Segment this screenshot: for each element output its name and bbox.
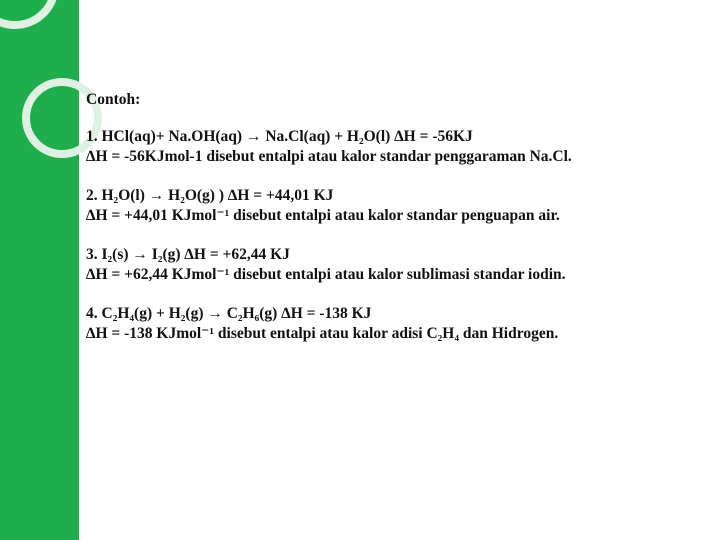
example-1 xyxy=(86,127,706,167)
slide-content xyxy=(86,90,706,363)
example-2-equation: 2. H₂O(l) → H₂O(g) ) ∆H = +44,01 KJ xyxy=(86,187,334,204)
example-4 xyxy=(86,304,706,344)
ring-large xyxy=(0,0,55,25)
example-2 xyxy=(86,186,706,226)
example-3 xyxy=(86,245,706,285)
example-1-explanation: ∆H = -56KJmol-1 disebut entalpi atau kalor standar penggaraman Na.Cl. xyxy=(86,148,572,165)
example-2-explanation: ∆H = +44,01 KJmol⁻¹ disebut entalpi atau kalor standar penguapan air. xyxy=(86,207,560,224)
example-4-explanation: ∆H = -138 KJmol⁻¹ disebut entalpi atau kalor adisi C₂H₄ dan Hidrogen. xyxy=(86,325,559,342)
slide-heading: Contoh: xyxy=(86,91,141,108)
example-3-equation: 3. I₂(s) → I₂(g) ∆H = +62,44 KJ xyxy=(86,246,290,263)
example-1-equation: 1. HCl(aq)+ Na.OH(aq) → Na.Cl(aq) + H₂O(l) ∆H = -56KJ xyxy=(86,128,473,145)
example-3-explanation: ∆H = +62,44 KJmol⁻¹ disebut entalpi atau kalor sublimasi standar iodin. xyxy=(86,266,566,283)
example-4-equation: 4. C₂H₄(g) + H₂(g) → C₂H₆(g) ∆H = -138 KJ xyxy=(86,305,372,322)
